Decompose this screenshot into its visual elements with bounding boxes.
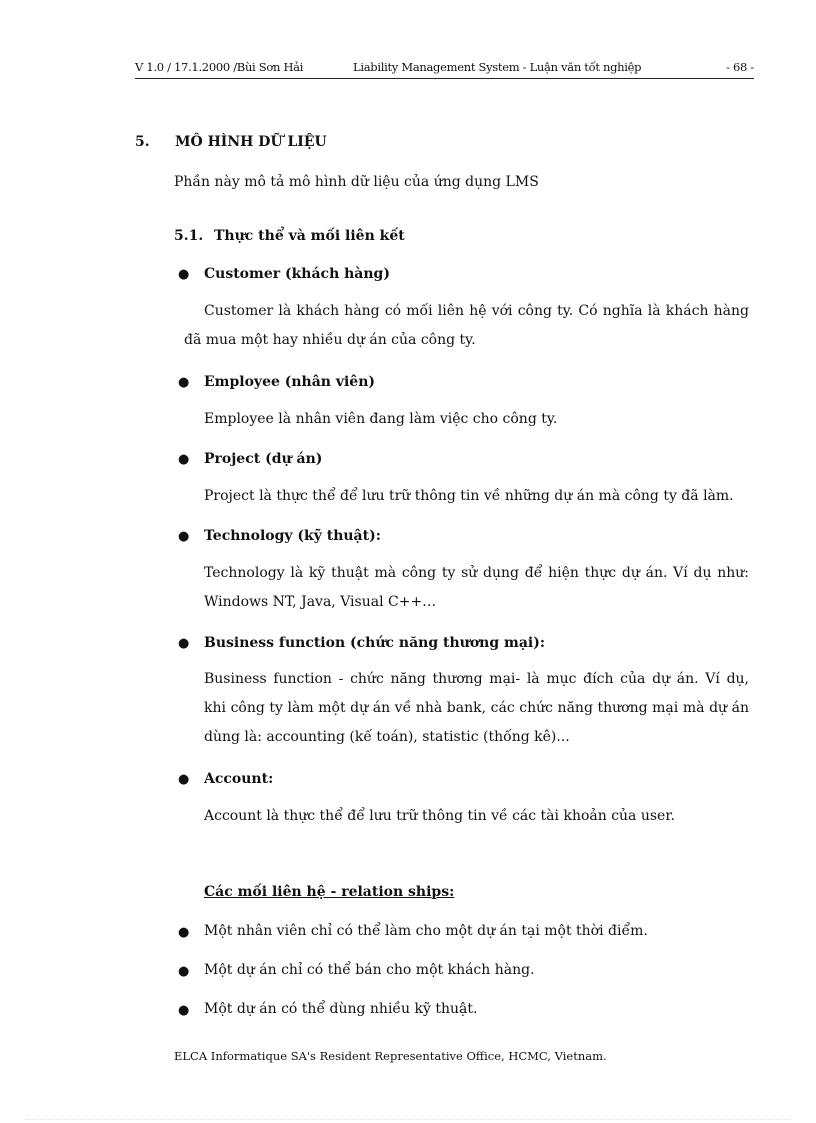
- relation-item: Một nhân viên chỉ có thể làm cho một dự án tại một thời điểm.: [204, 923, 648, 939]
- entity-desc-technology: [204, 559, 749, 617]
- bullet-icon: ●: [178, 636, 190, 651]
- subsection-number: 5.1.: [174, 228, 204, 244]
- entity-desc-line: Technology là kỹ thuật mà công ty sử dụng để hiện thực dự án. Ví dụ như:: [204, 565, 749, 581]
- relation-item: Một dự án có thể dùng nhiều kỹ thuật.: [204, 1001, 478, 1017]
- entity-desc-business-function: [204, 665, 749, 752]
- entity-desc-line: Windows NT, Java, Visual C++…: [204, 594, 437, 610]
- bullet-icon: ●: [178, 375, 190, 390]
- entity-desc-line: dùng là: accounting (kế toán), statistic (thống kê)...: [204, 729, 570, 745]
- entity-title-employee: Employee (nhân viên): [204, 374, 376, 390]
- entity-desc-line: Customer là khách hàng có mối liên hệ với công ty. Có nghĩa là khách hàng: [204, 303, 749, 319]
- section-number: 5.: [135, 134, 150, 150]
- relation-item: Một dự án chỉ có thể bán cho một khách hàng.: [204, 962, 535, 978]
- entity-desc-project: Project là thực thể để lưu trữ thông tin về những dự án mà công ty đã làm.: [204, 488, 734, 504]
- header-document-title: Liability Management System - Luận văn tốt nghiệp: [353, 60, 642, 74]
- intro-text: Phần này mô tả mô hình dữ liệu của ứng dụng LMS: [174, 174, 539, 190]
- bullet-icon: ●: [178, 1003, 190, 1018]
- entity-title-customer: Customer (khách hàng): [204, 266, 390, 282]
- page-header: [135, 60, 754, 79]
- header-page-number: - 68 -: [726, 60, 754, 74]
- entity-title-technology: Technology (kỹ thuật):: [204, 528, 381, 544]
- entity-title-project: Project (dự án): [204, 451, 323, 467]
- bullet-icon: ●: [178, 772, 190, 787]
- entity-desc-account: Account là thực thể để lưu trữ thông tin về các tài khoản của user.: [204, 808, 675, 824]
- bullet-icon: ●: [178, 529, 190, 544]
- subsection-heading: [174, 228, 405, 244]
- header-version-author: V 1.0 / 17.1.2000 /Bùi Sơn Hải: [135, 60, 304, 74]
- section-heading: [135, 134, 327, 150]
- section-title: MÔ HÌNH DỮ LIỆU: [175, 134, 327, 150]
- entity-desc-line: khi công ty làm một dự án về nhà bank, các chức năng thương mại mà dự án: [204, 700, 749, 716]
- entity-desc-line: đã mua một hay nhiều dự án của công ty.: [184, 332, 476, 348]
- entity-desc-customer: [184, 297, 749, 355]
- bullet-icon: ●: [178, 964, 190, 979]
- entity-desc-employee: Employee là nhân viên đang làm việc cho công ty.: [204, 411, 558, 427]
- relations-heading: Các mối liên hệ - relation ships:: [204, 884, 455, 900]
- subsection-title: Thực thể và mối liên kết: [214, 228, 405, 244]
- page-bottom-divider: [25, 1119, 791, 1120]
- bullet-icon: ●: [178, 452, 190, 467]
- entity-title-account: Account:: [204, 771, 274, 787]
- bullet-icon: ●: [178, 925, 190, 940]
- bullet-icon: ●: [178, 267, 190, 282]
- entity-desc-line: Business function - chức năng thương mại- là mục đích của dự án. Ví dụ,: [204, 671, 749, 687]
- entity-title-business-function: Business function (chức năng thương mại):: [204, 635, 546, 651]
- page-footer: ELCA Informatique SA's Resident Representative Office, HCMC, Vietnam.: [174, 1049, 607, 1063]
